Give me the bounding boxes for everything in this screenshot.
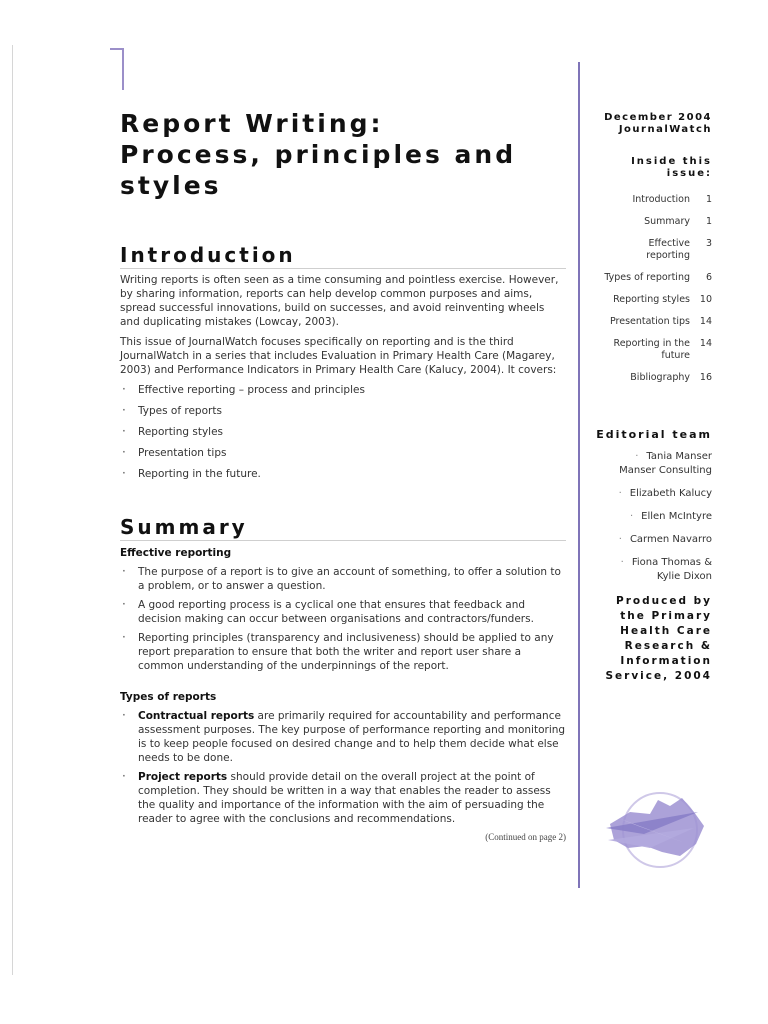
- list-item: · A good reporting process is a cyclical one that ensures that feedback and decision making can occur between organisations and contractors/funders.: [120, 598, 566, 626]
- bullet-icon: ·: [620, 557, 624, 568]
- bullet-icon: ·: [618, 534, 622, 545]
- toc-label: Presentation tips: [609, 316, 690, 327]
- list-item: · Effective reporting – process and principles: [120, 383, 566, 397]
- toc-label: Effective reporting: [646, 238, 690, 261]
- list-item: [120, 770, 566, 826]
- bullet-icon: ·: [635, 451, 639, 462]
- toc-page: 16: [699, 372, 712, 383]
- page-edge: [12, 45, 13, 975]
- title-line: Process, principles and: [120, 140, 517, 169]
- title-line: styles: [120, 171, 222, 200]
- corner-mark-top: [110, 48, 124, 50]
- list-item: · Presentation tips: [120, 446, 566, 460]
- editorial-member: [588, 450, 712, 478]
- editorial-member: [588, 510, 712, 524]
- member-affiliation: Manser Consulting: [619, 465, 712, 476]
- table-of-contents: [588, 194, 712, 384]
- publication-name: JournalWatch: [618, 124, 712, 135]
- list-item: · Reporting styles: [120, 425, 566, 439]
- summary-heading: Summary: [120, 515, 566, 541]
- toc-page: 14: [699, 338, 712, 349]
- toc-row[interactable]: [588, 338, 712, 362]
- intro-paragraph-1: Writing reports is often seen as a time consuming and pointless exercise. However, by sharing information, reports can help develop common purposes and aims, spread successful innovations, build on successes, and avoid reinventing wheels and duplicating mistakes (Lowcay, 2003).: [120, 274, 559, 328]
- bullet-icon: ·: [618, 488, 622, 499]
- member-name: Ellen McIntyre: [641, 511, 712, 522]
- toc-page: 1: [705, 216, 712, 227]
- editorial-member: [588, 533, 712, 547]
- produced-line: Health Care: [620, 625, 712, 637]
- effective-reporting-subheading: Effective reporting: [120, 547, 232, 559]
- toc-page: 10: [699, 294, 712, 305]
- intro-paragraph-2: This issue of JournalWatch focuses specifically on reporting and is the third JournalWatch in a series that includes Evaluation in Primary Health Care (Magarey, 2003) and Performance Indicators in Primary Health Care (Kalucy, 2004). It covers:: [120, 336, 557, 376]
- produced-line: Produced by: [616, 595, 712, 607]
- continued-note: (Continued on page 2): [485, 832, 566, 842]
- toc-row[interactable]: [588, 316, 712, 328]
- bold-term: Contractual reports: [138, 710, 255, 722]
- list-item: · Reporting principles (transparency and inclusiveness) should be applied to any report preparation to ensure that both the writer and report user share a common understanding of the underpinnings of the report.: [120, 631, 566, 673]
- toc-page: 14: [699, 316, 712, 327]
- inside-line: Inside this: [631, 156, 712, 167]
- toc-row[interactable]: [588, 238, 712, 262]
- list-item: · Types of reports: [120, 404, 566, 418]
- bold-term: Project reports: [138, 771, 228, 783]
- produced-line: Research &: [624, 640, 712, 652]
- toc-page: 6: [705, 272, 712, 283]
- issue-date: [588, 112, 712, 136]
- toc-label: Reporting in the future: [613, 338, 690, 361]
- page-title: [120, 108, 566, 201]
- item-text: should provide detail on the overall project at the point of completion. They should be written in a way that enables the reader to assess the quality and importance of the information with the aim of persuading the reader to agree with the conclusions and recommendations.: [138, 771, 551, 825]
- title-line: Report Writing:: [120, 109, 384, 138]
- member-name-2: Kylie Dixon: [656, 571, 712, 582]
- toc-label: Summary: [644, 216, 690, 227]
- column-divider: [578, 62, 580, 888]
- toc-label: Types of reporting: [604, 272, 690, 283]
- member-name: Carmen Navarro: [629, 534, 712, 545]
- inside-line: issue:: [666, 168, 712, 179]
- toc-page: 3: [705, 238, 712, 249]
- toc-row[interactable]: [588, 372, 712, 384]
- australia-logo-icon: [598, 790, 713, 870]
- intro-bullet-list: [120, 383, 566, 481]
- types-of-reports-list: [120, 709, 566, 826]
- toc-label: Reporting styles: [613, 294, 690, 305]
- member-name: Tania Manser: [646, 451, 712, 462]
- toc-label: Bibliography: [630, 372, 690, 383]
- sidebar: [588, 112, 712, 684]
- list-item: · The purpose of a report is to give an account of something, to offer a solution to a problem, or to answer a question.: [120, 565, 566, 593]
- bullet-icon: ·: [629, 511, 634, 522]
- produced-line: Information: [620, 655, 712, 667]
- list-item: · Reporting in the future.: [120, 467, 566, 481]
- editorial-heading: Editorial team: [596, 428, 712, 441]
- date-line: December 2004: [604, 112, 712, 123]
- toc-row[interactable]: [588, 294, 712, 306]
- list-item: [120, 709, 566, 765]
- editorial-member: [588, 487, 712, 501]
- toc-row[interactable]: [588, 272, 712, 284]
- toc-row[interactable]: [588, 216, 712, 228]
- introduction-heading: Introduction: [120, 243, 566, 269]
- corner-mark: [122, 48, 124, 90]
- toc-page: 1: [705, 194, 712, 205]
- inside-heading: [588, 156, 712, 180]
- main-column: [120, 100, 566, 842]
- types-of-reports-subheading: Types of reports: [120, 691, 217, 703]
- item-text: are primarily required for accountability and performance assessment purposes. The key purpose of performance reporting and monitoring is to keep people focused on desired change and to help them decide what else needs to be done.: [138, 710, 566, 764]
- editorial-member: [588, 556, 712, 584]
- produced-line: Service, 2004: [605, 670, 712, 682]
- toc-label: Introduction: [632, 194, 690, 205]
- produced-by: [588, 594, 712, 684]
- produced-line: the Primary: [620, 610, 712, 622]
- member-name: Fiona Thomas &: [631, 557, 712, 568]
- toc-row[interactable]: [588, 194, 712, 206]
- member-name: Elizabeth Kalucy: [629, 488, 712, 499]
- effective-reporting-list: [120, 565, 566, 673]
